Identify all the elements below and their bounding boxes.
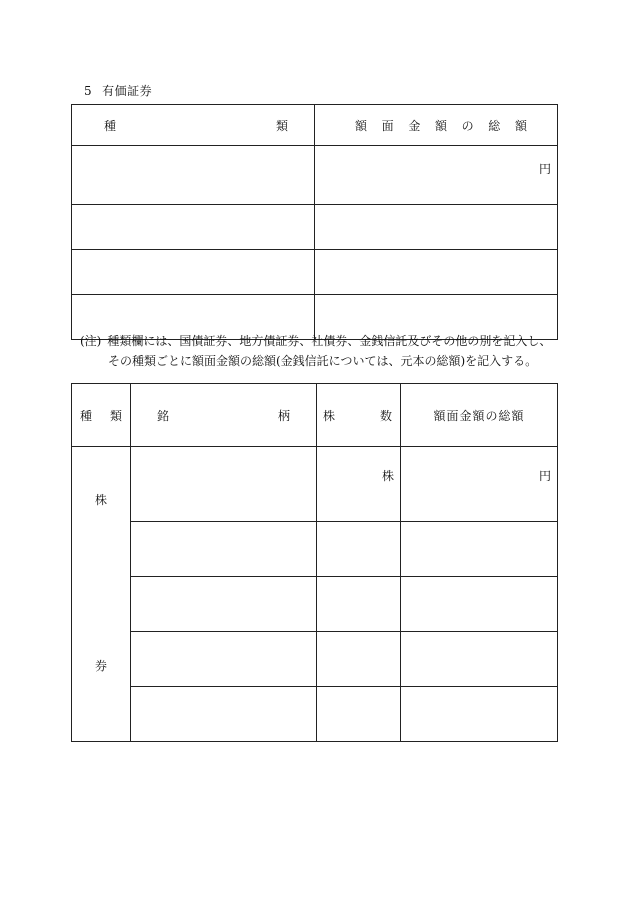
kind-header-char-2: 類 bbox=[109, 408, 122, 423]
shares-cell[interactable] bbox=[317, 687, 401, 742]
amount-cell[interactable] bbox=[401, 522, 558, 577]
amount-cell[interactable] bbox=[401, 687, 558, 742]
kind-header bbox=[72, 105, 315, 146]
brand-cell[interactable] bbox=[131, 632, 317, 687]
note bbox=[80, 331, 551, 371]
table-row bbox=[72, 632, 558, 687]
brand-cell[interactable] bbox=[131, 687, 317, 742]
section-title-text: 有価証券 bbox=[102, 84, 153, 98]
shares-header-char-1: 株 bbox=[323, 408, 336, 423]
total-header-char: 面 bbox=[381, 118, 394, 133]
brand-header-char-2: 柄 bbox=[277, 408, 290, 423]
total-header-text: 額面金額の総額 bbox=[433, 408, 525, 423]
shares-header-char-2: 数 bbox=[379, 408, 392, 423]
shares-cell[interactable] bbox=[317, 522, 401, 577]
total-header-char: 額 bbox=[514, 118, 527, 133]
stock-kind-cell bbox=[72, 447, 131, 742]
kind-cell[interactable] bbox=[72, 146, 315, 205]
kind-cell[interactable] bbox=[72, 250, 315, 295]
brand-cell[interactable] bbox=[131, 447, 317, 522]
amount-cell[interactable] bbox=[401, 447, 558, 522]
table-row bbox=[72, 577, 558, 632]
yen-unit: 円 bbox=[538, 469, 551, 483]
section-title bbox=[84, 82, 152, 99]
amount-cell[interactable] bbox=[315, 205, 558, 250]
amount-cell[interactable] bbox=[401, 577, 558, 632]
total-header-char: 額 bbox=[434, 118, 447, 133]
amount-cell[interactable] bbox=[315, 250, 558, 295]
table-row bbox=[72, 447, 558, 522]
kind-cell[interactable] bbox=[72, 205, 315, 250]
amount-cell[interactable] bbox=[401, 632, 558, 687]
brand-cell[interactable] bbox=[131, 522, 317, 577]
table-row bbox=[72, 522, 558, 577]
kind-header-char-1: 種 bbox=[104, 118, 117, 133]
total-header-char: 総 bbox=[488, 118, 501, 133]
securities-table bbox=[71, 104, 558, 340]
total-header-char: 額 bbox=[355, 118, 368, 133]
kind-header-char-2: 類 bbox=[275, 118, 288, 133]
amount-cell[interactable] bbox=[315, 146, 558, 205]
note-label: (注) bbox=[80, 334, 102, 348]
shares-cell[interactable] bbox=[317, 632, 401, 687]
table-header-row bbox=[72, 384, 558, 447]
brand-header bbox=[131, 384, 317, 447]
brand-cell[interactable] bbox=[131, 577, 317, 632]
shares-header bbox=[317, 384, 401, 447]
total-header-char: 金 bbox=[408, 118, 421, 133]
note-line-2: その種類ごとに額面金額の総額(金銭信託については、元本の総額)を記入する。 bbox=[108, 354, 538, 368]
shares-cell[interactable] bbox=[317, 447, 401, 522]
yen-unit: 円 bbox=[538, 162, 551, 176]
stock-kind-bottom: 券 bbox=[94, 659, 107, 673]
stock-table bbox=[71, 383, 558, 742]
table-row bbox=[72, 205, 558, 250]
kind-header bbox=[72, 384, 131, 447]
table-row bbox=[72, 250, 558, 295]
shares-unit: 株 bbox=[381, 469, 394, 483]
brand-header-char-1: 銘 bbox=[157, 408, 170, 423]
shares-cell[interactable] bbox=[317, 577, 401, 632]
table-header-row bbox=[72, 105, 558, 146]
face-value-total-header bbox=[315, 105, 558, 146]
kind-header-char-1: 種 bbox=[80, 408, 93, 423]
section-number: 5 bbox=[84, 84, 93, 98]
total-header-char: の bbox=[461, 118, 474, 133]
table-row bbox=[72, 146, 558, 205]
note-line-1: 種類欄には、国債証券、地方債証券、社債券、金銭信託及びその他の別を記入し、 bbox=[107, 334, 552, 348]
stock-kind-top: 株 bbox=[94, 493, 107, 507]
table-row bbox=[72, 687, 558, 742]
face-value-total-header bbox=[401, 384, 558, 447]
